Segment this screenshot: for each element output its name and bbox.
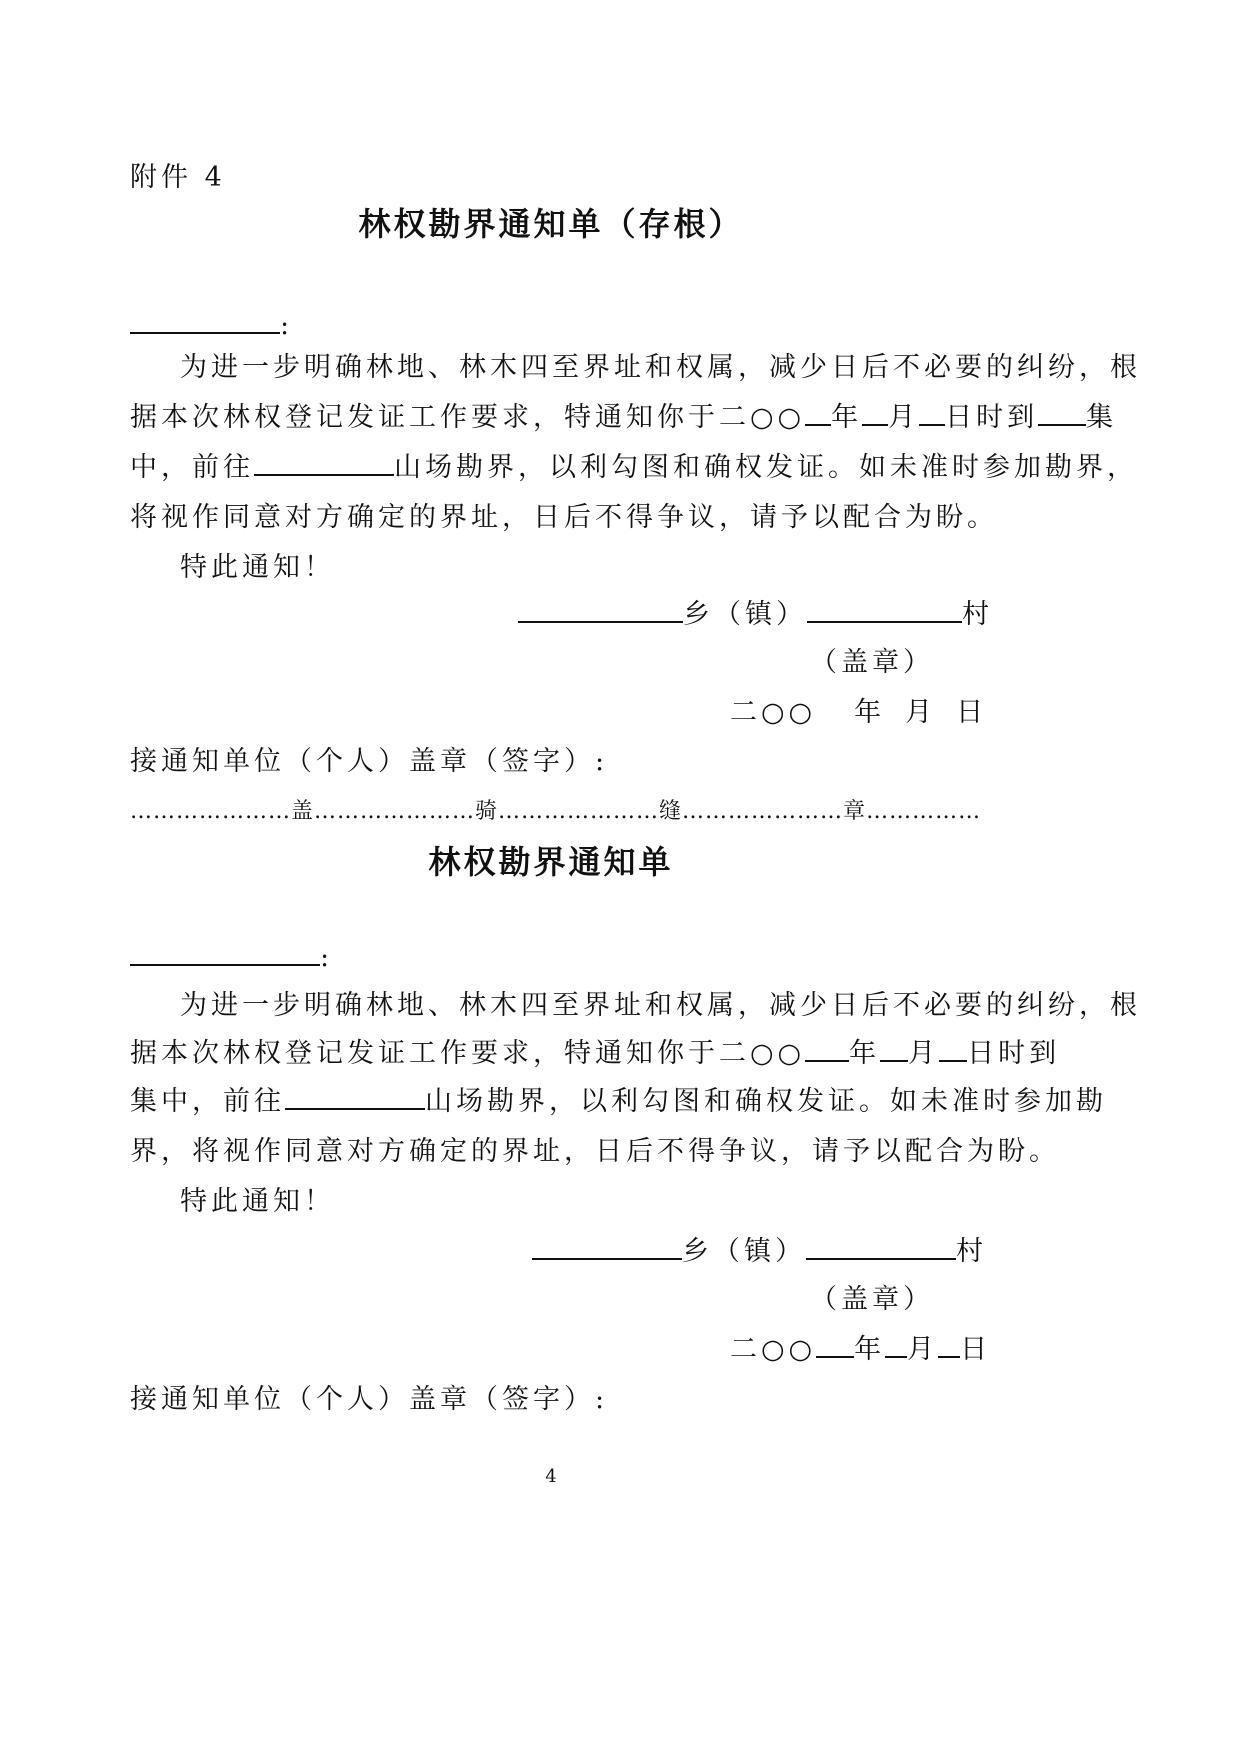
notice-salutation: :: [130, 940, 333, 976]
stub-body-line-4: 将视作同意对方确定的界址，日后不得争议，请予以配合为盼。: [130, 502, 998, 533]
mountain-blank[interactable]: [254, 450, 394, 476]
day-blank[interactable]: [919, 400, 945, 426]
stub-issuer-line: 乡（镇） 村: [518, 597, 993, 633]
month-blank[interactable]: [880, 1036, 908, 1062]
stub-title: 林权勘界通知单（存根）: [358, 205, 744, 243]
notice-seal: （盖章）: [810, 1284, 934, 1315]
month-blank[interactable]: [885, 1332, 907, 1358]
notice-date: 二○○ 年 月 日: [730, 1334, 992, 1365]
township-blank[interactable]: [532, 1234, 682, 1260]
recipient-blank[interactable]: [130, 308, 280, 334]
day-blank[interactable]: [938, 1332, 960, 1358]
stub-seal: （盖章）: [810, 647, 934, 678]
notice-body-line-4: 界，将视作同意对方确定的界址，日后不得争议，请予以配合为盼。: [130, 1136, 1060, 1167]
mountain-blank[interactable]: [285, 1084, 425, 1110]
recipient-blank[interactable]: [130, 940, 320, 966]
year-blank[interactable]: [805, 400, 831, 426]
notice-receiver: 接通知单位（个人）盖章（签字）:: [130, 1384, 609, 1415]
seam-line: …………………盖…………………骑…………………缝…………………章……………: [130, 799, 982, 824]
year-blank[interactable]: [816, 1332, 854, 1358]
notice-body-line-2: 据本次林权登记发证工作要求，特通知你于二○○ 年 月 日时到: [130, 1038, 1061, 1069]
notice-body-line-3: 集中，前往 山场勘界，以利勾图和确权发证。如未准时参加勘: [130, 1086, 1107, 1117]
stub-body-line-3: 中，前往 山场勘界，以利勾图和确权发证。如未准时参加勘界，: [130, 452, 1138, 483]
stub-body-line-1: 为进一步明确林地、林木四至界址和权属，减少日后不必要的纠纷，根: [180, 352, 1141, 383]
year-blank[interactable]: [805, 1036, 849, 1062]
stub-notice: 特此通知！: [180, 552, 335, 583]
stub-salutation: :: [130, 308, 293, 344]
stub-receiver: 接通知单位（个人）盖章（签字）:: [130, 746, 609, 777]
notice-title: 林权勘界通知单: [428, 843, 674, 881]
stub-date: 二○○ 年 月 日: [730, 697, 988, 728]
notice-issuer-line: 乡（镇） 村: [532, 1234, 987, 1270]
village-blank[interactable]: [806, 1234, 956, 1260]
village-blank[interactable]: [807, 597, 962, 623]
stub-body-line-2: 据本次林权登记发证工作要求，特通知你于二○○ 年 月 日时到 集: [130, 402, 1118, 433]
place-blank[interactable]: [1038, 400, 1086, 426]
notice-notice: 特此通知！: [180, 1186, 335, 1217]
month-blank[interactable]: [862, 400, 888, 426]
page-number: 4: [545, 1466, 557, 1487]
attachment-label: 附件 4: [130, 162, 226, 193]
township-blank[interactable]: [518, 597, 683, 623]
notice-body-line-1: 为进一步明确林地、林木四至界址和权属，减少日后不必要的纠纷，根: [180, 990, 1141, 1021]
day-blank[interactable]: [939, 1036, 967, 1062]
